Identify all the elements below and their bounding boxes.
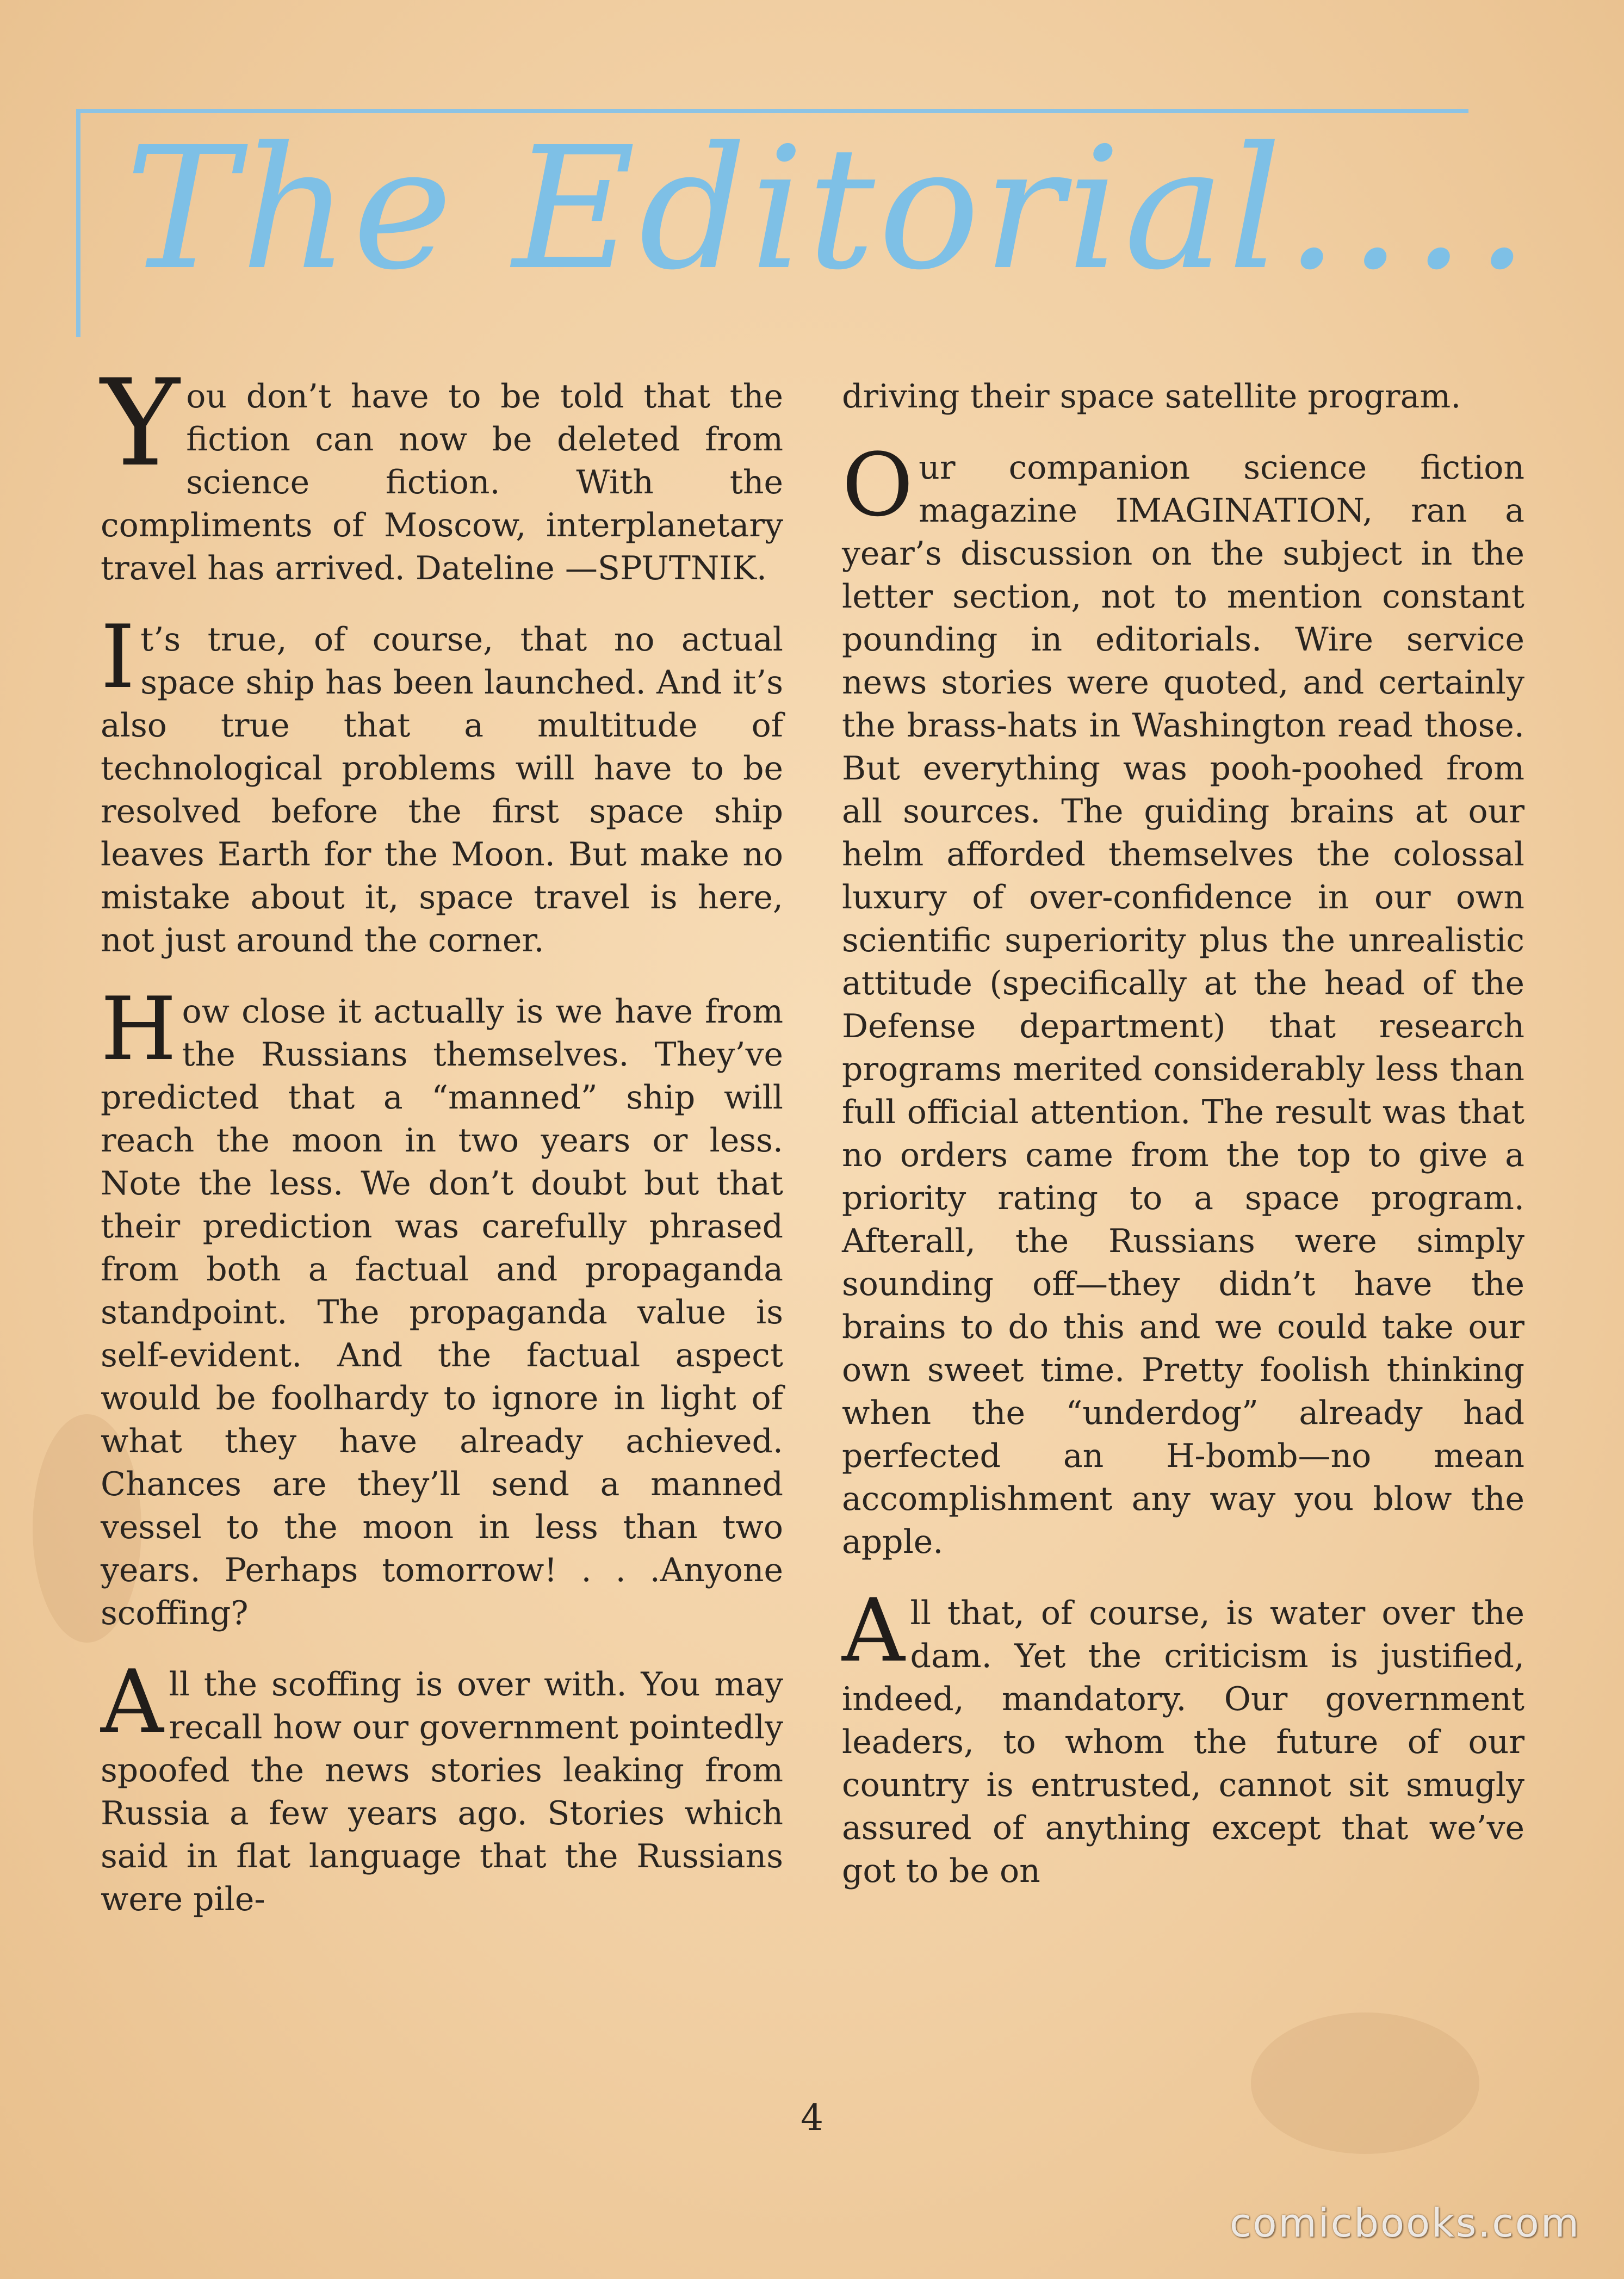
paragraph: [101, 1651, 783, 1921]
paragraph: [101, 606, 783, 962]
paragraph-text: ou don’t have to be told that the fiction can now be deleted from science fiction. With the compliments of Moscow, interplanetary travel has arrived. Dateline —SPUTNIK.: [101, 377, 783, 587]
paragraph-text: ur companion science fiction magazine IMAGINATION, ran a year’s discussion on the subject in the letter section, not to mention constant pounding in editorials. Wire service news stories were quoted, and certainly the brass-hats in Washington read those. But everything was pooh-poohed from all sources. The guiding brains at our helm afforded themselves the colossal luxury of over-confidence in our own scientific superiority plus the unrealistic attitude (specifically at the head of the Defense department) that research programs merited considerably less than full official attention. The result was that no orders came from the top to give a priority rating to a space program. Afterall, the Russians were simply sounding off—they didn’t have the brains to do this and we could take our own sweet time. Pretty foolish thinking when the “underdog” already had perfected an H-bomb—no mean accomplishment any way you blow the apple.: [842, 449, 1524, 1561]
page-number: 4: [801, 2097, 823, 2139]
paragraph: [101, 354, 783, 590]
paragraph: [842, 375, 1524, 418]
title-dots: ....: [1285, 111, 1539, 307]
page-title: [125, 111, 1539, 307]
paragraph-text: ll that, of course, is water over the dam. Yet the criticism is justified, indeed, mandatory. Our government leaders, to whom the future of our country is entrusted, cannot sit smugly assured of anything except that we’ve got to be on: [842, 1594, 1524, 1890]
paragraph: [842, 434, 1524, 1564]
drop-cap: I: [101, 606, 135, 708]
drop-cap: H: [101, 978, 177, 1080]
watermark: comicbooks.com: [1229, 2200, 1580, 2246]
drop-cap: Y: [101, 354, 180, 493]
right-column: [842, 375, 1524, 1921]
paragraph-text: ow close it actually is we have from the Russians themselves. They’ve predicted that a “manned” ship will reach the moon in two years or less. Note the less. We don’t doubt but that their prediction was carefully phrased from both a factual and propaganda standpoint. The propaganda value is self-evident. And the factual aspect would be foolhardy to ignore in light of what they have already achieved. Chances are they’ll send a manned vessel to the moon in less than two years. Perhaps tomorrow! . . .Anyone scoffing?: [101, 993, 783, 1632]
paragraph: [842, 1580, 1524, 1893]
drop-cap: O: [842, 434, 914, 536]
drop-cap: A: [842, 1580, 905, 1681]
paragraph-text: driving their space satellite program.: [842, 377, 1461, 416]
title-text: The Editorial: [125, 111, 1285, 307]
paragraph-text: ll the scoffing is over with. You may recall how our government pointedly spoofed the news stories leaking from Russia a few years ago. Stories which said in flat language that the Russians were pile-: [101, 1665, 783, 1918]
paragraph: [101, 978, 783, 1635]
left-column: [101, 354, 783, 1949]
paragraph-text: t’s true, of course, that no actual space ship has been launched. And it’s also true that a multitude of technological problems will have to be resolved before the first space ship leaves Earth for the Moon. But make no mistake about it, space travel is here, not just around the corner.: [101, 621, 783, 959]
drop-cap: A: [101, 1651, 164, 1752]
